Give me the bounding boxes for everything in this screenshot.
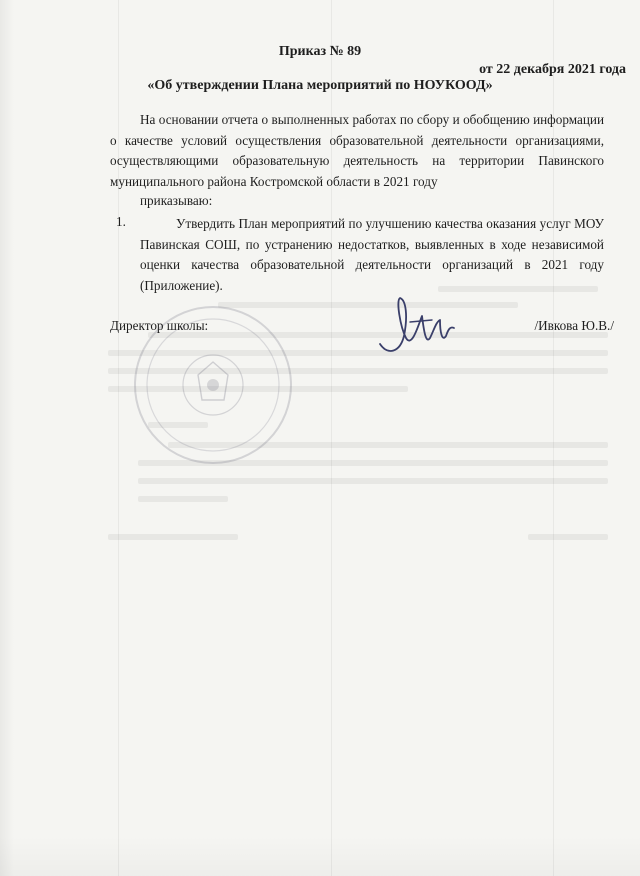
order-word: приказываю: (140, 193, 213, 208)
document-title: Приказ № 89 (278, 44, 362, 59)
basis-paragraph: На основании отчета о выполненных работах по сбору и обобщению информации о качестве условий осуществления образовательной деятельности организациями, осуществляющими образовательную деятельность на территории Павинского муниципального района Костромской области в 2021 году (110, 112, 604, 189)
document-date: от 22 декабря 2021 года (479, 62, 626, 77)
signatory-name: /Ивкова Ю.В./ (534, 318, 614, 333)
handwritten-signature-icon (370, 286, 460, 366)
document-subject: «Об утверждении Плана мероприятий по НОУКООД» (147, 78, 493, 93)
list-item-text: Утвердить План мероприятий по улучшению качества оказания услуг МОУ Павинская СОШ, по устранению недостатков, выявленных в ходе независимой оценки качества образовательной деятельности организаций в 2021 году (Приложение). (140, 216, 604, 293)
signatory-title: Директор школы: (110, 318, 209, 333)
list-item-number: 1. (116, 214, 126, 229)
